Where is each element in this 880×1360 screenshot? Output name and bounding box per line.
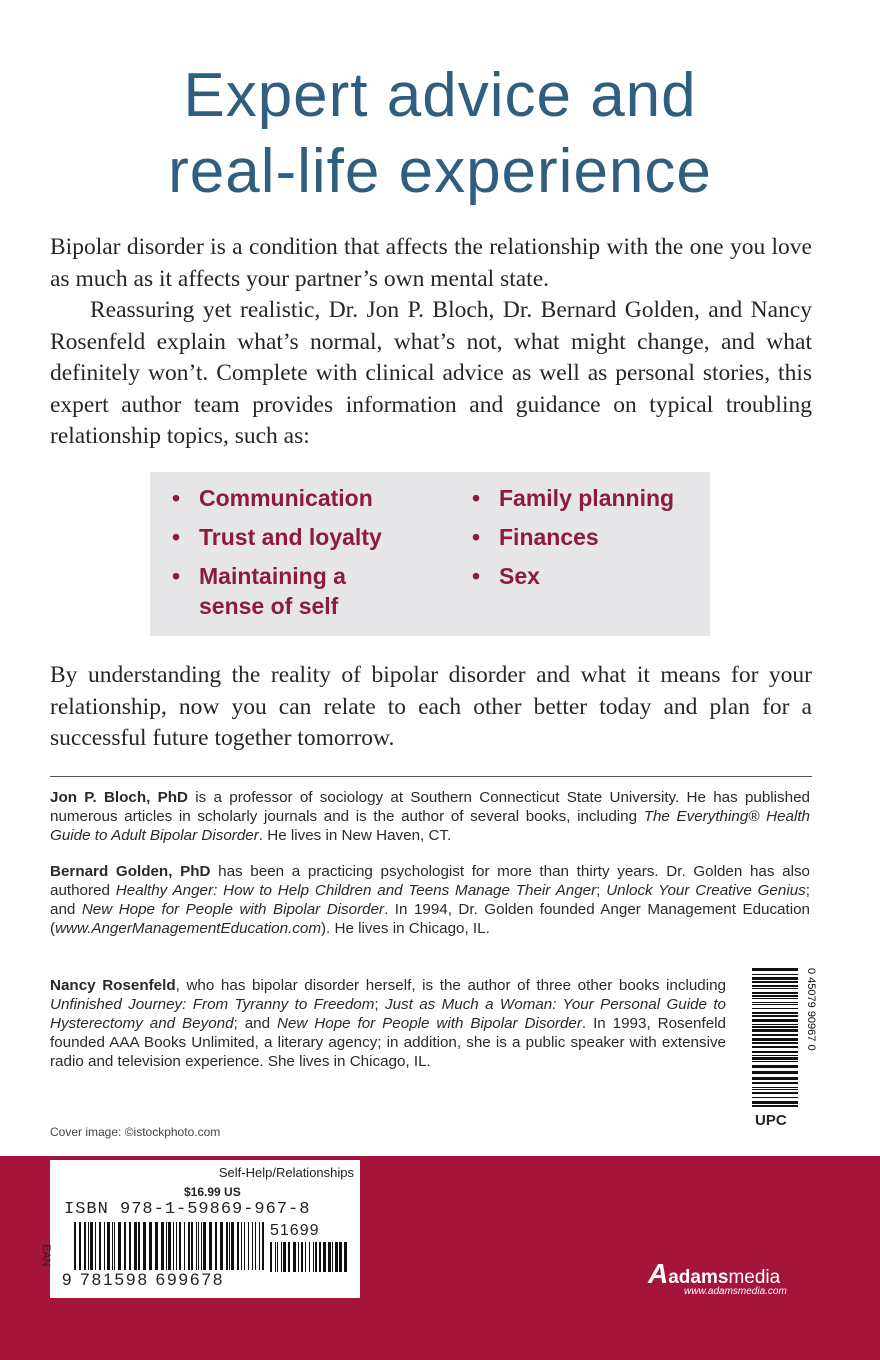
barcode-bar (179, 1222, 181, 1270)
barcode-bar (752, 1101, 798, 1104)
bio-rosenfeld: Nancy Rosenfeld, who has bipolar disorder herself, is the author of three other books including Unfinished Journey: From Tyranny to Freedom; Just as Much a Woman: Your Personal Guide to Hysterectomy and Beyond; and New Hope for People with Bipolar Disorder. In 1993, Rosenfeld founded AAA Books Unlimited, a literary agency; in addition, she is a public speaker with extensive radio and television experience. She lives in Chicago, IL. (50, 977, 726, 1070)
headline-line-2: real-life experience (168, 137, 712, 206)
barcode-bar (79, 1222, 81, 1270)
barcode-bar (752, 1026, 798, 1028)
barcode-bar (313, 1242, 314, 1272)
topics-box (150, 472, 710, 636)
topic-item: • Trust and loyalty (172, 524, 382, 550)
barcode-bar (752, 1089, 798, 1090)
divider (50, 776, 812, 777)
topic-item: • Family planning (472, 485, 675, 511)
price-barcode (270, 1242, 348, 1272)
barcode-bar (752, 1019, 798, 1022)
upc-barcode (752, 968, 817, 1116)
barcode-bar (184, 1222, 185, 1270)
barcode-bar (328, 1242, 331, 1272)
barcode-bar (99, 1222, 101, 1270)
barcode-bar (332, 1242, 333, 1272)
adams-a-icon: A (648, 1258, 669, 1289)
barcode-bar (752, 1061, 798, 1062)
barcode-bar (209, 1222, 212, 1270)
barcode-bar (84, 1222, 86, 1270)
barcode-bar (752, 1087, 798, 1088)
barcode-bar (166, 1222, 167, 1270)
barcode-bar (752, 1029, 798, 1032)
barcode-bar (220, 1222, 223, 1270)
barcode-bar (752, 1071, 798, 1074)
barcode-bar (259, 1222, 260, 1270)
barcode-bar (323, 1242, 326, 1272)
barcode-bar (248, 1222, 249, 1270)
barcode-bar (752, 1057, 798, 1060)
barcode-bar (752, 1038, 798, 1041)
barcode-bar (124, 1222, 126, 1270)
barcode-bar (752, 1082, 798, 1084)
barcode-bar (305, 1242, 306, 1272)
barcode-bar (231, 1222, 234, 1270)
barcode-bar (752, 1051, 798, 1053)
barcode-bar (752, 1002, 798, 1003)
barcode-bar (176, 1222, 177, 1270)
closing-paragraph: By understanding the reality of bipolar disorder and what it means for your relationship, now you can relate to each other better today and plan for a successful future together tomorrow. (50, 662, 812, 751)
barcode-bar (244, 1222, 245, 1270)
barcode-bar (752, 1065, 798, 1068)
barcode-bar (203, 1222, 206, 1270)
ean-label: EAN (40, 1244, 52, 1267)
barcode-bar (107, 1222, 110, 1270)
barcode-bar (281, 1242, 282, 1272)
barcode-bar (752, 995, 798, 997)
barcode-bar (198, 1222, 199, 1270)
barcode-bar (752, 988, 798, 989)
bullet-icon: • (472, 485, 481, 511)
cover-credit: Cover image: ©istockphoto.com (50, 1125, 221, 1139)
intro-paragraph-2: Reassuring yet realistic, Dr. Jon P. Bloch, Dr. Bernard Golden, and Nancy Rosenfeld explain what’s normal, what’s not, what might change, and what definitely won’t. Complete with clinical advice as well as personal stories, this expert author team provides information and guidance on typical troubling relationship topics, such as: (50, 297, 812, 449)
barcode-bar (752, 977, 798, 980)
barcode-bar (215, 1222, 217, 1270)
barcode-bar (752, 1015, 798, 1017)
barcode-bar (196, 1222, 197, 1270)
barcode-bar (161, 1222, 164, 1270)
barcode-bar (301, 1242, 303, 1272)
topic-item: • Maintaining a sense of self (172, 563, 346, 619)
publisher-url: www.adamsmedia.com (684, 1286, 787, 1297)
barcode-bar (138, 1222, 140, 1270)
ean-digits: 9 781598 699678 (62, 1270, 225, 1289)
barcode-bar (752, 1077, 798, 1080)
headline (0, 58, 880, 210)
intro-paragraph-1: Bipolar disorder is a condition that affects the relationship with the one you love as much as it affects your partner’s own mental state. (50, 234, 812, 292)
barcode-bar (134, 1222, 137, 1270)
barcode-bar (752, 1046, 798, 1048)
barcode-bar (752, 998, 798, 999)
barcode-bar (118, 1222, 121, 1270)
barcode-bar (201, 1222, 202, 1270)
barcode-bar (752, 1034, 798, 1036)
barcode-bar (262, 1222, 264, 1270)
barcode-bar (74, 1222, 76, 1270)
price-code: 51699 (270, 1222, 320, 1239)
barcode-bar (752, 985, 798, 987)
bullet-icon: • (172, 524, 181, 550)
barcode-bar (191, 1222, 193, 1270)
bullet-icon: • (172, 485, 181, 511)
barcode-bar (752, 1012, 798, 1014)
barcode-bar (752, 992, 798, 994)
topic-item: • Communication (172, 485, 373, 511)
barcode-bar (237, 1222, 239, 1270)
bio-bloch: Jon P. Bloch, PhD is a professor of sociology at Southern Connecticut State University. He has published numerous articles in scholarly journals and is the author of several books, including The Everything® Health Guide to Adult Bipolar Disorder. He lives in New Haven, CT. (50, 789, 810, 844)
barcode-bar (752, 974, 798, 975)
bullet-icon: • (172, 563, 181, 589)
barcode-bar (88, 1222, 89, 1270)
barcode-bar (173, 1222, 174, 1270)
category-label: Self-Help/Relationships (218, 1165, 354, 1180)
barcode-bar (90, 1222, 93, 1270)
bio-golden: Bernard Golden, PhD has been a practicing psychologist for more than thirty years. Dr. Golden has also authored Healthy Anger: How to Help Children and Teens Manage Their Anger; Unlock Your Creative Genius; and New Hope for People with Bipolar Disorder. In 1994, Dr. Golden founded Anger Management Education (www.AngerManagementEducation.com). He lives in Chicago, IL. (50, 863, 810, 937)
barcode-bar (188, 1222, 190, 1270)
barcode-bar (270, 1242, 272, 1272)
topic-item: • Finances (472, 524, 599, 550)
headline-line-1: Expert advice and (183, 61, 697, 130)
barcode-bar (229, 1222, 230, 1270)
ean-barcode (74, 1222, 264, 1270)
barcode-bar (155, 1222, 158, 1270)
barcode-bar (315, 1242, 317, 1272)
isbn-barcode-panel (40, 1160, 360, 1298)
isbn-text: ISBN 978-1-59869-967-8 (64, 1200, 311, 1219)
barcode-bar (241, 1222, 242, 1270)
barcode-bar (344, 1242, 347, 1272)
barcode-bar (752, 981, 798, 983)
barcode-bar (335, 1242, 338, 1272)
barcode-bar (298, 1242, 299, 1272)
barcode-bar (752, 1092, 798, 1094)
barcode-bar (752, 1008, 798, 1009)
barcode-bar (112, 1222, 113, 1270)
upc-label: UPC (755, 1112, 787, 1129)
barcode-bar (95, 1222, 96, 1270)
barcode-bar (752, 1105, 798, 1107)
upc-digits: 0 45079 90967 0 (805, 968, 817, 1051)
price-label: $16.99 US (184, 1185, 241, 1199)
barcode-bar (104, 1222, 105, 1270)
bullet-icon: • (472, 524, 481, 550)
barcode-bar (293, 1242, 296, 1272)
topic-item: • Sex (472, 563, 540, 589)
barcode-bar (752, 1055, 798, 1056)
barcode-bar (226, 1222, 228, 1270)
barcode-bar (288, 1242, 290, 1272)
barcode-bar (143, 1222, 146, 1270)
barcode-bar (752, 968, 798, 971)
barcode-bar (275, 1242, 276, 1272)
barcode-bar (255, 1222, 256, 1270)
publisher-logo: Aadamsmedia (648, 1258, 781, 1289)
barcode-bar (129, 1222, 131, 1270)
barcode-bar (752, 1042, 798, 1044)
bullet-icon: • (472, 563, 481, 589)
barcode-bar (252, 1222, 253, 1270)
barcode-bar (168, 1222, 171, 1270)
barcode-bar (149, 1222, 152, 1270)
barcode-bar (752, 1097, 798, 1098)
intro-text (50, 232, 812, 453)
barcode-bar (339, 1242, 342, 1272)
barcode-bar (114, 1222, 115, 1270)
barcode-bar (277, 1242, 278, 1272)
barcode-bar (319, 1242, 321, 1272)
barcode-bar (283, 1242, 286, 1272)
barcode-bar (752, 1024, 798, 1025)
barcode-bar (309, 1242, 310, 1272)
barcode-bar (752, 1004, 798, 1005)
